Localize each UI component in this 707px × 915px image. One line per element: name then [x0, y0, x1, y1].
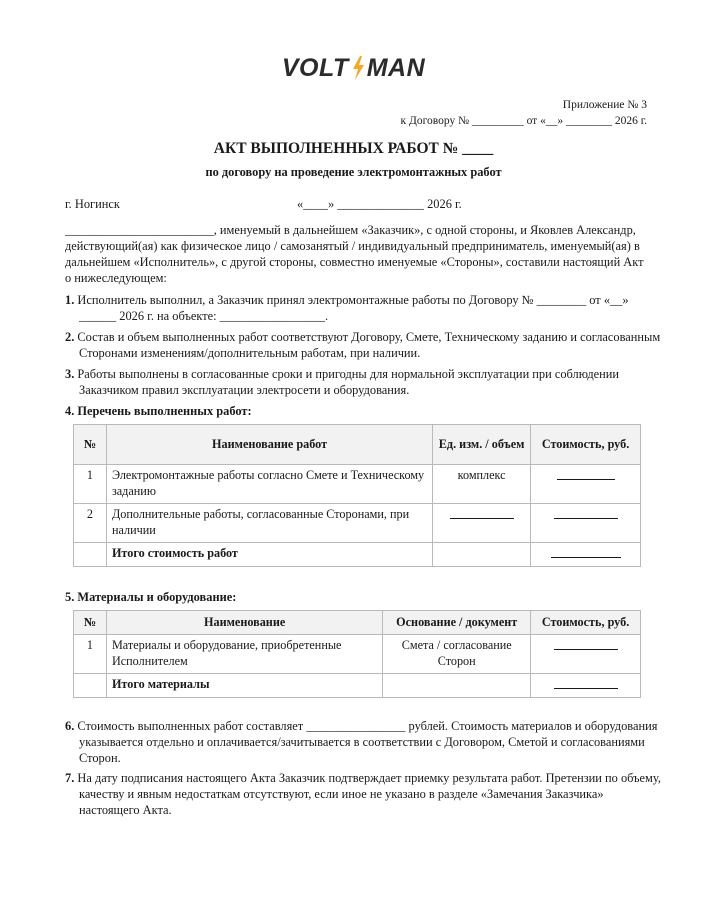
- clause-6: [65, 718, 664, 766]
- clause-text: Исполнитель выполнил, а Заказчик принял электромонтажные работы по Договору № ________ от «__» ______ 2026 г. на объекте: _________________.: [77, 293, 629, 323]
- document-subtitle: по договору на проведение электромонтажных работ: [205, 165, 502, 179]
- appendix-number: Приложение № 3: [562, 99, 647, 111]
- material-name: Материалы и оборудование, приобретенные Исполнителем: [106, 635, 382, 674]
- materials-total-label: Итого материалы: [106, 674, 382, 698]
- column-header: Стоимость, руб.: [531, 425, 641, 465]
- intro-paragraph: ________________________, именуемый в дальнейшем «Заказчик», с одной стороны, и Яковлев Александр, действующий(ая) как физическое лицо / самозанятый / индивидуальный предприниматель, именуемый(ая) в дальнейшем «Исполнитель», с другой стороны, совместно именуемые «Стороны», составили настоящий Акт о нижеследующем:: [65, 223, 644, 285]
- materials-total-blank: [531, 674, 641, 698]
- column-header: №: [74, 611, 107, 635]
- clause-text: Работы выполнены в согласованные сроки и пригодны для нормальной эксплуатации при соблюдении Заказчиком правил эксплуатации электросети и оборудования.: [77, 367, 620, 397]
- materials-table: [73, 610, 641, 698]
- work-name: Электромонтажные работы согласно Смете и Техническому заданию: [106, 465, 432, 504]
- table-total-row: [74, 543, 641, 567]
- date-line: «____» ______________ 2026 г.: [297, 197, 462, 211]
- column-header: №: [74, 425, 107, 465]
- clause-3: [65, 366, 664, 398]
- clause-text: Стоимость выполненных работ составляет ________________ рублей. Стоимость материалов и оборудования указывается отдельно и оплачивается/зачитывается в соответствии с Договором, Сметой и согласованиями Сторон.: [77, 719, 658, 765]
- clause-text: Состав и объем выполненных работ соответствуют Договору, Смете, Техническому заданию и согласованным Сторонами изменениям/дополнительным работам, при наличии.: [77, 330, 661, 360]
- row-number: 1: [74, 635, 107, 674]
- city-label: г. Ногинск: [65, 197, 120, 211]
- column-header: Основание / документ: [383, 611, 531, 635]
- works-table: [73, 424, 641, 567]
- table-row: [74, 635, 641, 674]
- clause-number: 1.: [65, 293, 75, 307]
- clause-text: На дату подписания настоящего Акта Заказчик подтверждает приемку результата работ. Претензии по объему, качеству и явным недостаткам отсутствуют, если иное не указано в разделе «Замечания Заказчика» настоящего Акта.: [77, 771, 661, 817]
- material-cost-blank: [531, 635, 641, 674]
- company-logo: [0, 56, 707, 80]
- work-unit: комплекс: [433, 465, 531, 504]
- works-total-blank: [531, 543, 641, 567]
- clause-number: 2.: [65, 330, 75, 344]
- table-row: [74, 465, 641, 504]
- clause-number: 7.: [65, 771, 75, 785]
- clause-number: 6.: [65, 719, 75, 733]
- appendix-contract-ref: к Договору № _________ от «__» ________ 2026 г.: [400, 115, 647, 127]
- clause-2: [65, 329, 664, 361]
- row-number: 2: [74, 504, 107, 543]
- lightning-bolt-icon: [350, 56, 366, 80]
- clause-1: [65, 292, 664, 324]
- table-total-row: [74, 674, 641, 698]
- materials-heading: 5. Материалы и оборудование:: [65, 590, 237, 604]
- work-name: Дополнительные работы, согласованные Сторонами, при наличии: [106, 504, 432, 543]
- logo-text-right: MAN: [366, 54, 426, 82]
- clause-number: 3.: [65, 367, 75, 381]
- work-unit-blank: [433, 504, 531, 543]
- material-basis: Смета / согласование Сторон: [383, 635, 531, 674]
- clause-7: [65, 770, 664, 818]
- table-header-row: [74, 425, 641, 465]
- logo-text-left: VOLT: [281, 54, 349, 82]
- appendix-reference: [401, 97, 647, 129]
- column-header: Ед. изм. / объем: [433, 425, 531, 465]
- row-number: 1: [74, 465, 107, 504]
- column-header: Наименование: [106, 611, 382, 635]
- document-title: АКТ ВЫПОЛНЕННЫХ РАБОТ № ____: [213, 140, 494, 157]
- column-header: Наименование работ: [106, 425, 432, 465]
- works-list-heading: 4. Перечень выполненных работ:: [65, 404, 252, 418]
- table-header-row: [74, 611, 641, 635]
- works-total-label: Итого стоимость работ: [106, 543, 432, 567]
- column-header: Стоимость, руб.: [531, 611, 641, 635]
- work-cost-blank: [531, 504, 641, 543]
- work-cost-blank: [531, 465, 641, 504]
- table-row: [74, 504, 641, 543]
